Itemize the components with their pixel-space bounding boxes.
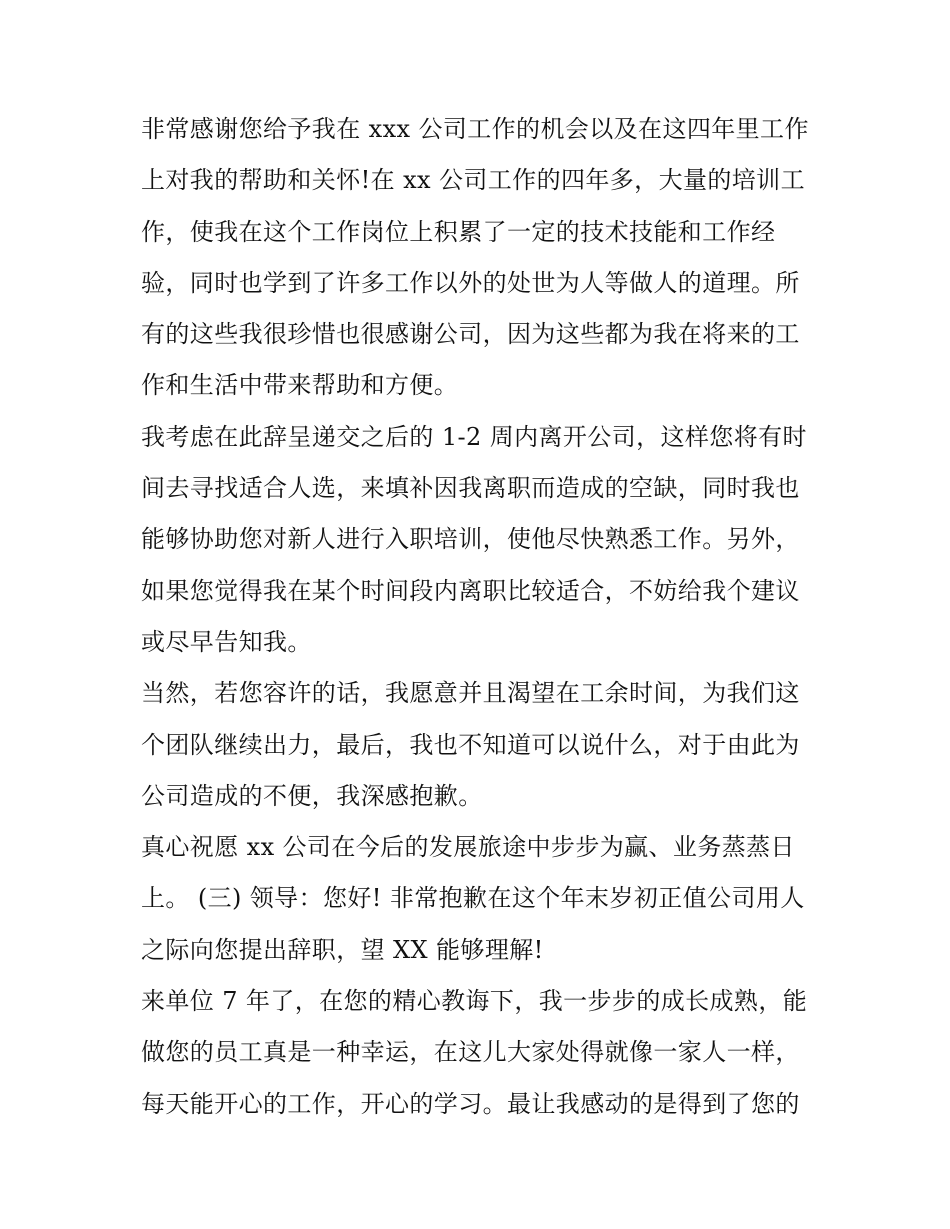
text-line: 或尽早告知我。 [141, 627, 312, 656]
text-line: 做您的员工真是一种幸运，在这儿大家处得就像一家人一样， [141, 1038, 800, 1067]
text-line: 有的这些我很珍惜也很感谢公司，因为这些都为我在将来的工 [141, 320, 800, 349]
text-line: 能够协助您对新人进行入职培训，使他尽快熟悉工作。另外， [141, 525, 800, 554]
text-line: 验，同时也学到了许多工作以外的处世为人等做人的道理。所 [141, 268, 800, 297]
text-line: 之际向您提出辞职，望 XX 能够理解! [141, 935, 544, 964]
text-line: 每天能开心的工作，开心的学习。最让我感动的是得到了您的 [141, 1089, 800, 1118]
text-line: 公司造成的不便，我深感抱歉。 [141, 781, 483, 810]
text-line: 作和生活中带来帮助和方便。 [141, 371, 459, 400]
text-line: 我考虑在此辞呈递交之后的 1-2 周内离开公司，这样您将有时 [141, 422, 807, 451]
text-line: 间去寻找适合人选，来填补因我离职而造成的空缺，同时我也 [141, 474, 800, 503]
text-line: 真心祝愿 xx 公司在今后的发展旅途中步步为赢、业务蒸蒸日 [141, 833, 795, 862]
text-line: 上。 (三) 领导：您好! 非常抱歉在这个年末岁初正值公司用人 [141, 884, 805, 913]
text-line: 上对我的帮助和关怀!在 xx 公司工作的四年多，大量的培训工 [141, 166, 805, 195]
text-line: 来单位 7 年了，在您的精心教诲下，我一步步的成长成熟，能 [141, 987, 808, 1016]
text-line: 个团队继续出力，最后，我也不知道可以说什么，对于由此为 [141, 730, 800, 759]
text-line: 非常感谢您给予我在 xxx 公司工作的机会以及在这四年里工作 [141, 115, 809, 143]
text-line: 当然，若您容许的话，我愿意并且渴望在工余时间，为我们这 [141, 679, 800, 708]
letter-body [141, 104, 821, 1130]
text-line: 如果您觉得我在某个时间段内离职比较适合，不妨给我个建议 [141, 576, 800, 605]
text-line: 作，使我在这个工作岗位上积累了一定的技术技能和工作经 [141, 217, 776, 246]
